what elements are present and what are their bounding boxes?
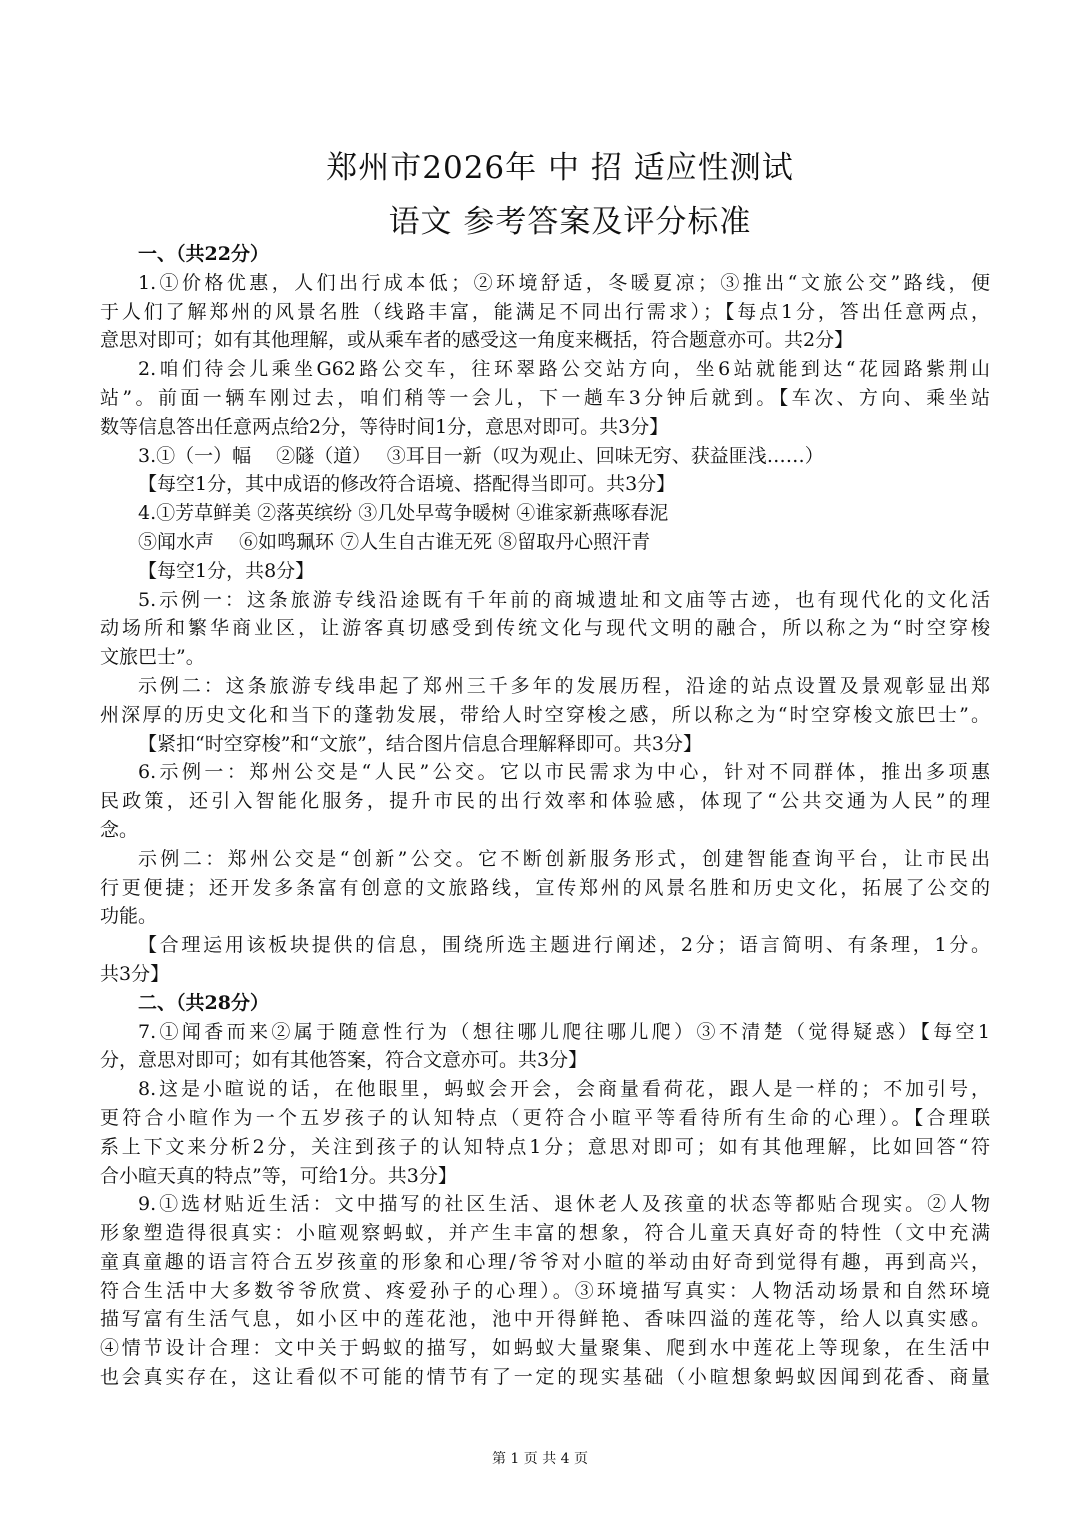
answer-line: 行更便捷；还开发多条富有创意的文旅路线，宣传郑州的风景名胜和历史文化，拓展了公交的 xyxy=(100,876,990,899)
page-number: 第 1 页 共 4 页 xyxy=(491,1451,589,1467)
answer-line: 动场所和繁华商业区，让游客真切感受到传统文化与现代文明的融合，所以称之为“时空穿梭 xyxy=(100,617,990,640)
answer-content xyxy=(100,240,990,1392)
answer-line: 9.①选材贴近生活：文中描写的社区生活、退休老人及孩童的状态等都贴合现实。②人物 xyxy=(138,1193,990,1216)
answer-line: 分，意思对即可；如有其他答案，符合文意亦可。共3分】 xyxy=(100,1049,588,1072)
answer-line: 民政策，还引入智能化服务，提升市民的出行效率和体验感，体现了“公共交通为人民”的理 xyxy=(100,790,990,813)
answer-line: 意思对即可；如有其他理解，或从乘车者的感受这一角度来概括，符合题意亦可。共2分】 xyxy=(100,329,854,352)
answer-line: 系上下文来分析2分，关注到孩子的认知特点1分；意思对即可；如有其他理解，比如回答“符 xyxy=(100,1135,990,1158)
answer-line: 于人们了解郑州的风景名胜（线路丰富，能满足不同出行需求）；【每点1分，答出任意两点， xyxy=(100,300,990,323)
answer-line: 示例二：这条旅游专线串起了郑州三千多年的发展历程，沿途的站点设置及景观彰显出郑 xyxy=(138,674,990,697)
answer-line: 州深厚的历史文化和当下的蓬勃发展，带给人时空穿梭之感，所以称之为“时空穿梭文旅巴士”。 xyxy=(100,703,990,726)
answer-line: 6.示例一：郑州公交是“人民”公交。它以市民需求为中心，针对不同群体，推出多项惠 xyxy=(138,761,990,784)
answer-line: 5.示例一：这条旅游专线沿途既有千年前的商城遗址和文庙等古迹，也有现代化的文化活 xyxy=(138,588,990,611)
answer-line: 符合生活中大多数爷爷欣赏、疼爱孙子的心理）。③环境描写真实：人物活动场景和自然环境 xyxy=(100,1279,990,1302)
answer-line: ④情节设计合理：文中关于蚂蚁的描写，如蚂蚁大量聚集、爬到水中莲花上等现象，在生活中 xyxy=(100,1337,990,1360)
answer-line: 形象塑造得很真实：小暄观察蚂蚁，并产生丰富的想象，符合儿童天真好奇的特性（文中充满 xyxy=(100,1222,990,1245)
answer-line: 8.这是小暄说的话，在他眼里，蚂蚁会开会，会商量看荷花，跟人是一样的；不加引号， xyxy=(138,1078,990,1101)
answer-line: 童真童趣的语言符合五岁孩童的形象和心理/爷爷对小暄的举动由好奇到觉得有趣，再到高兴， xyxy=(100,1250,990,1273)
answer-line: 4.①芳草鲜美 ②落英缤纷 ③几处早莺争暖树 ④谁家新燕啄春泥 xyxy=(138,502,669,525)
answer-line: 1.①价格优惠，人们出行成本低；②环境舒适，冬暖夏凉；③推出“文旅公交”路线，便 xyxy=(138,271,990,294)
answer-line: 【每空1分，其中成语的修改符合语境、搭配得当即可。共3分】 xyxy=(138,473,676,496)
answer-line: 【每空1分，共8分】 xyxy=(138,559,315,582)
answer-line: ⑤闻水声 ⑥如鸣珮环 ⑦人生自古谁无死 ⑧留取丹心照汗青 xyxy=(138,530,651,553)
answer-line: 念。 xyxy=(100,818,139,841)
answer-line: 功能。 xyxy=(100,905,158,928)
answer-line: 合小暄天真的特点”等，可给1分。共3分】 xyxy=(100,1164,457,1187)
answer-line: 数等信息答出任意两点给2分，等待时间1分，意思对即可。共3分】 xyxy=(100,415,669,438)
document-subtitle: 语文 参考答案及评分标准 xyxy=(388,204,752,240)
answer-line: 3.①（一）幅 ②隧（道） ③耳目一新（叹为观止、回味无穷、获益匪浅……） xyxy=(138,444,824,467)
answer-line: 【合理运用该板块提供的信息，围绕所选主题进行阐述，2分；语言简明、有条理，1分。 xyxy=(138,934,990,957)
answer-line: 站”。前面一辆车刚过去，咱们稍等一会儿，下一趟车3分钟后就到。【车次、方向、乘坐站 xyxy=(100,386,990,409)
answer-line: 【紧扣“时空穿梭”和“文旅”，结合图片信息合理解释即可。共3分】 xyxy=(138,732,702,755)
answer-line: 描写富有生活气息，如小区中的莲花池，池中开得鲜艳、香味四溢的莲花等，给人以真实感。 xyxy=(100,1308,990,1331)
answer-line: 示例二：郑州公交是“创新”公交。它不断创新服务形式，创建智能查询平台，让市民出 xyxy=(138,847,990,870)
answer-line: 2.咱们待会儿乘坐G62路公交车，往环翠路公交站方向，坐6站就能到达“花园路紫荆山 xyxy=(138,358,990,381)
answer-line: 更符合小暄作为一个五岁孩子的认知特点（更符合小暄平等看待所有生命的心理）。【合理联 xyxy=(100,1106,990,1129)
answer-line: 共3分】 xyxy=(100,962,170,985)
section-heading-1: 一、（共22分） xyxy=(138,243,269,265)
document-title: 郑州市2026年 中 招 适应性测试 xyxy=(326,150,794,186)
answer-line: 也会真实存在，这让看似不可能的情节有了一定的现实基础（小暄想象蚂蚁因闻到花香、商量 xyxy=(100,1366,990,1389)
section-heading-2: 二、（共28分） xyxy=(138,991,269,1014)
answer-line: 文旅巴士”。 xyxy=(100,646,205,669)
answer-line: 7.①闻香而来②属于随意性行为（想往哪儿爬往哪儿爬）③不清楚（觉得疑惑）【每空1 xyxy=(138,1020,990,1043)
